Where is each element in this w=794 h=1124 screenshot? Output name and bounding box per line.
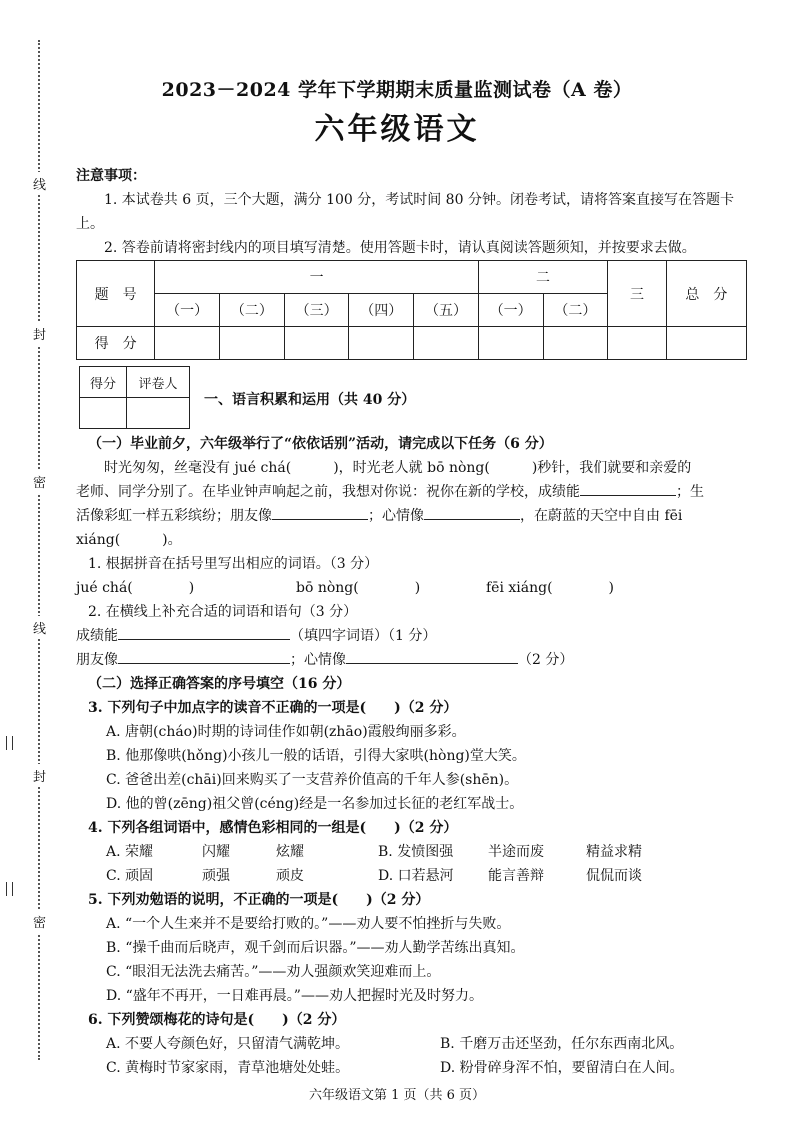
sub-header: （三）	[284, 294, 349, 327]
option-4d[interactable]: D. 口若悬河	[378, 868, 454, 884]
passage-line-1: 时光匆匆，丝毫没有 jué chá( )，时光老人就 bō nòng( )秒针，我们就要和亲爱的	[104, 460, 692, 476]
question-1-answers	[76, 576, 752, 600]
part-two-title: （二）选择正确答案的序号填空（16 分）	[88, 676, 351, 692]
margin-tick	[6, 736, 13, 750]
section-one-title: 一、语言积累和运用（共 40 分）	[204, 392, 416, 408]
passage-text: ；心情像	[368, 508, 424, 524]
sub-header: （二）	[220, 294, 285, 327]
blank-line[interactable]	[272, 505, 368, 520]
option-4a[interactable]: A. 荣耀	[106, 844, 154, 860]
option-4d-word: 能言善辩	[488, 868, 544, 884]
part-three-header: 三	[608, 261, 666, 327]
option-6a[interactable]: A. 不要人夸颜色好，只留清气满乾坤。	[106, 1036, 350, 1052]
option-5c[interactable]: C. “眼泪无法洗去痛苦。”——劝人强颜欢笑迎难而上。	[106, 964, 441, 980]
passage-text: ，在蔚蓝的天空中自由 fēi	[520, 508, 683, 524]
option-4d-word: 侃侃而谈	[586, 868, 642, 884]
subject-title: 六年级语文	[314, 112, 480, 147]
sub-header: （一）	[478, 294, 543, 327]
grader-name-label: 评卷人	[127, 367, 190, 398]
question-3: 3. 下列句子中加点字的读音不正确的一项是( )（2 分）	[88, 700, 458, 716]
question-4-row-2	[76, 864, 752, 888]
option-3a[interactable]: A. 唐朝(cháo)时期的诗词佳作如朝(zhāo)霞般绚丽多彩。	[106, 724, 466, 740]
score-cell[interactable]	[666, 327, 746, 360]
notice-item-2: 2. 答卷前请将密封线内的项目填写清楚。使用答题卡时，请认真阅读答题须知，并按要求去做。	[104, 240, 696, 256]
seal-char: 封	[33, 764, 46, 787]
sub-header: （四）	[349, 294, 414, 327]
question-6-row-2	[76, 1056, 752, 1080]
score-cell[interactable]	[349, 327, 414, 360]
notice-item-1: 1. 本试卷共 6 页，三个大题，满分 100 分，考试时间 80 分钟。闭卷考试，请将答案直接写在答题卡上。	[76, 192, 734, 232]
option-5a[interactable]: A. “一个人生来并不是要给打败的。”——劝人要不怕挫折与失败。	[106, 916, 511, 932]
margin-tick	[6, 882, 13, 896]
option-3b[interactable]: B. 他那像哄(hǒng)小孩儿一般的话语，引得大家哄(hòng)堂大笑。	[106, 748, 526, 764]
score-cell[interactable]	[478, 327, 543, 360]
passage-text: ；生	[676, 484, 704, 500]
option-5b[interactable]: B. “操千曲而后晓声，观千剑而后识器。”——劝人勤学苦练出真知。	[106, 940, 525, 956]
score-cell[interactable]	[414, 327, 479, 360]
option-4b-word: 精益求精	[586, 844, 642, 860]
question-2-line-a	[76, 624, 752, 648]
grader-score-label: 得分	[80, 367, 127, 398]
option-3c[interactable]: C. 爸爸出差(chāi)回来购买了一支营养价值高的千年人参(shēn)。	[106, 772, 519, 788]
score-cell[interactable]	[155, 327, 220, 360]
total-header: 总 分	[666, 261, 746, 327]
grader-score-cell[interactable]	[80, 398, 127, 429]
blank-line[interactable]	[118, 649, 290, 664]
score-table	[76, 260, 747, 360]
blank-line[interactable]	[118, 625, 290, 640]
pinyin-answer[interactable]: jué chá( )	[76, 580, 195, 596]
option-5d[interactable]: D. “盛年不再开，一日难再晨。”——劝人把握时光及时努力。	[106, 988, 483, 1004]
option-4c-word: 顽强	[202, 868, 230, 884]
option-6d[interactable]: D. 粉骨碎身浑不怕，要留清白在人间。	[440, 1060, 684, 1076]
pinyin-answer[interactable]: fēi xiáng( )	[486, 580, 615, 596]
notice-heading: 注意事项：	[76, 168, 146, 184]
grader-box	[79, 366, 190, 429]
score-cell[interactable]	[608, 327, 666, 360]
seal-char: 线	[33, 172, 46, 195]
answer-note: （填四字词语）（1 分）	[290, 628, 437, 644]
part-one-header: 一	[155, 261, 479, 294]
option-6b[interactable]: B. 千磨万击还坚劲，任尔东西南北风。	[440, 1036, 684, 1052]
part-one-title: （一）毕业前夕，六年级举行了“依依话别”活动，请完成以下任务（6 分）	[88, 436, 553, 452]
seal-char: 线	[33, 616, 46, 639]
option-6c[interactable]: C. 黄梅时节家家雨，青草池塘处处蛙。	[106, 1060, 350, 1076]
question-6-row-1	[76, 1032, 752, 1056]
page-footer: 六年级语文第 1 页（共 6 页）	[308, 1088, 486, 1103]
exam-title: 2023－2024 学年下学期期末质量监测试卷（A 卷）	[161, 79, 633, 101]
seal-char: 密	[33, 470, 46, 493]
sub-header: （五）	[414, 294, 479, 327]
sub-header: （二）	[543, 294, 608, 327]
question-4-row-1	[76, 840, 752, 864]
pinyin-answer[interactable]: bō nòng( )	[296, 580, 421, 596]
option-4a-word: 闪耀	[202, 844, 230, 860]
option-4b[interactable]: B. 发愤图强	[378, 844, 454, 860]
question-1: 1. 根据拼音在括号里写出相应的词语。（3 分）	[88, 556, 379, 572]
blank-line[interactable]	[424, 505, 520, 520]
answer-note: （2 分）	[518, 652, 574, 668]
question-4: 4. 下列各组词语中，感情色彩相同的一组是( )（2 分）	[88, 820, 458, 836]
question-2-line-b	[76, 648, 752, 672]
score-cell[interactable]	[284, 327, 349, 360]
score-cell[interactable]	[220, 327, 285, 360]
option-4c-word: 顽皮	[276, 868, 304, 884]
passage-line-2	[76, 480, 752, 504]
answer-label: 成绩能	[76, 628, 118, 644]
option-3d[interactable]: D. 他的曾(zēng)祖父曾(céng)经是一名参加过长征的老红军战士。	[106, 796, 524, 812]
question-5: 5. 下列劝勉语的说明，不正确的一项是( )（2 分）	[88, 892, 430, 908]
sub-header: （一）	[155, 294, 220, 327]
blank-line[interactable]	[346, 649, 518, 664]
option-4b-word: 半途而废	[488, 844, 544, 860]
seal-char: 封	[33, 322, 46, 345]
blank-line[interactable]	[580, 481, 676, 496]
answer-label: ；心情像	[290, 652, 346, 668]
passage-line-4: xiáng( )。	[76, 532, 182, 548]
part-two-header: 二	[478, 261, 607, 294]
question-2: 2. 在横线上补充合适的词语和语句（3 分）	[88, 604, 358, 620]
score-row-label: 得 分	[77, 327, 155, 360]
passage-text: 活像彩虹一样五彩缤纷；朋友像	[76, 508, 272, 524]
question-number-label: 题 号	[77, 261, 155, 327]
question-6: 6. 下列赞颂梅花的诗句是( )（2 分）	[88, 1012, 346, 1028]
option-4c[interactable]: C. 顽固	[106, 868, 154, 884]
answer-label: 朋友像	[76, 652, 118, 668]
option-4a-word: 炫耀	[276, 844, 304, 860]
seal-char: 密	[33, 910, 46, 933]
score-cell[interactable]	[543, 327, 608, 360]
passage-text: 老师、同学分别了。在毕业钟声响起之前，我想对你说：祝你在新的学校，成绩能	[76, 484, 580, 500]
passage-line-3	[76, 504, 752, 528]
grader-name-cell[interactable]	[127, 398, 190, 429]
